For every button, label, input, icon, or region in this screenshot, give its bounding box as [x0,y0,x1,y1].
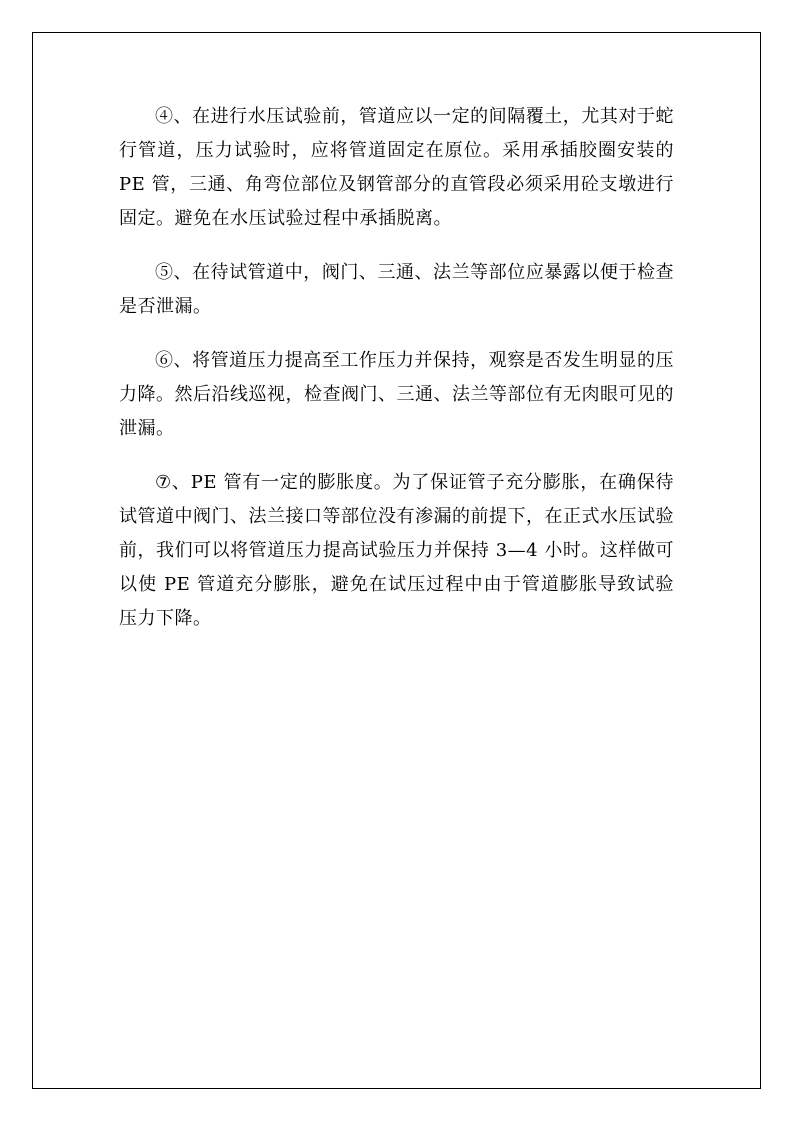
paragraph-step-7: ⑦、PE 管有一定的膨胀度。为了保证管子充分膨胀，在确保待试管道中阀门、法兰接口等部位没有渗漏的前提下，在正式水压试验前，我们可以将管道压力提高试验压力并保持 3—4 小时。这样做可以使 PE 管道充分膨胀，避免在试压过程中由于管道膨胀导致试验压力下降。 [119,472,674,629]
document-body [119,100,674,656]
paragraph-step-5: ⑤、在待试管道中，阀门、三通、法兰等部位应暴露以便于检查是否泄漏。 [119,262,674,317]
paragraph-step-4: ④、在进行水压试验前，管道应以一定的间隔覆土，尤其对于蛇行管道，压力试验时，应将管道固定在原位。采用承插胶圈安装的 PE 管，三通、角弯位部位及钢管部分的直管段必须采用砼支墩进行固定。避免在水压试验过程中承插脱离。 [119,106,674,229]
paragraph-step-6: ⑥、将管道压力提高至工作压力并保持，观察是否发生明显的压力降。然后沿线巡视，检查阀门、三通、法兰等部位有无肉眼可见的泄漏。 [119,350,674,439]
